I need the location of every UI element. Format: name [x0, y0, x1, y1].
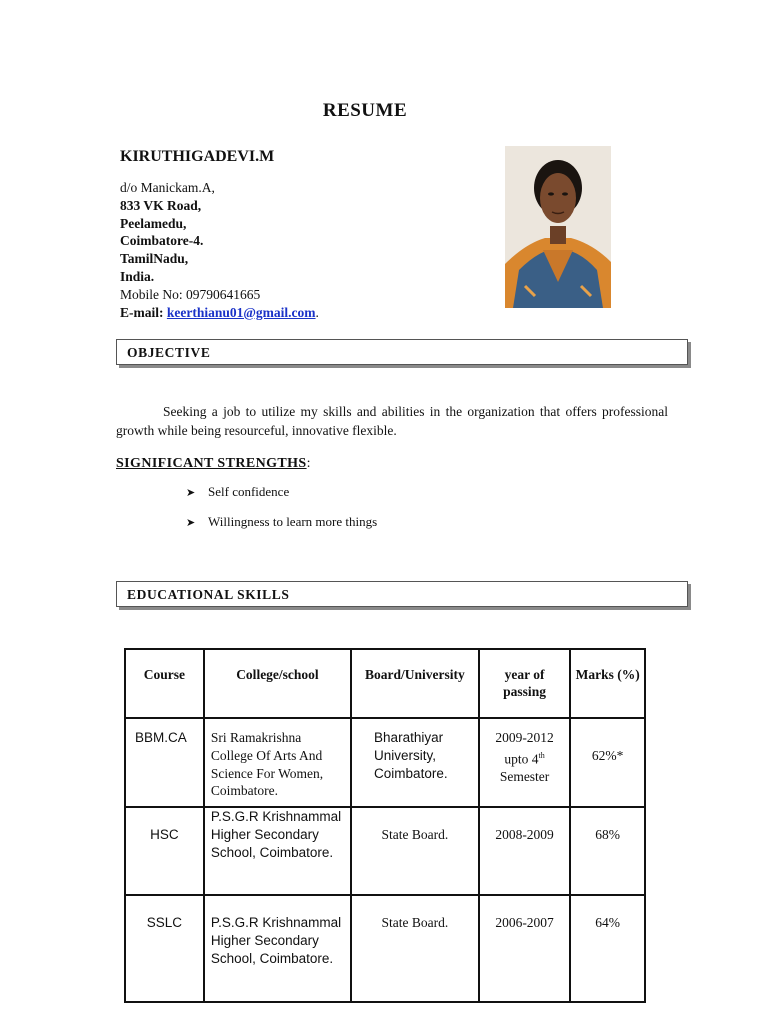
arrow-bullet-icon: ➤: [186, 487, 196, 499]
candidate-name: KIRUTHIGADEVI.M: [120, 148, 275, 165]
year-cell: 2006-2007: [479, 895, 571, 1002]
college-cell: P.S.G.R Krishnammal Higher Secondary School, Coimbatore.: [204, 895, 351, 1002]
email-line: [120, 304, 319, 322]
email-suffix: .: [315, 304, 319, 320]
objective-heading: OBJECTIVE: [127, 345, 211, 360]
table-row: [125, 895, 645, 1002]
board-cell: State Board.: [351, 807, 479, 895]
arrow-bullet-icon: ➤: [186, 517, 196, 529]
strength-item-2: Willingness to learn more things: [208, 514, 378, 529]
profile-photo: [505, 146, 611, 308]
header-college: College/school: [204, 649, 351, 718]
course-cell: SSLC: [125, 895, 204, 1002]
header-course: Course: [125, 649, 204, 718]
header-year: year of passing: [479, 649, 571, 718]
table-header-row: [125, 649, 645, 718]
college-cell: P.S.G.R Krishnammal Higher Secondary School, Coimbatore.: [204, 807, 351, 895]
strengths-heading-text: SIGNIFICANT STRENGTHS: [116, 456, 307, 471]
strength-item-1: Self confidence: [208, 484, 290, 499]
marks-cell: 68%: [570, 807, 645, 895]
contact-block: [120, 179, 319, 321]
strengths-heading-colon: :: [306, 456, 311, 471]
email-label: E-mail:: [120, 304, 164, 320]
objective-section-header: [116, 339, 688, 365]
education-table: [124, 648, 646, 1003]
email-link[interactable]: keerthianu01@gmail.com: [166, 304, 316, 320]
table-row: [125, 718, 645, 807]
list-item: [186, 514, 377, 530]
board-cell: Bharathiyar University, Coimbatore.: [351, 718, 479, 807]
education-heading: EDUCATIONAL SKILLS: [127, 587, 290, 602]
course-cell: BBM.CA: [125, 718, 204, 807]
year-superscript: th: [538, 750, 545, 760]
header-marks: Marks (%): [570, 649, 645, 718]
year-value: 2009-2012 upto 4: [495, 730, 554, 767]
address-line-1: 833 VK Road,: [120, 197, 202, 213]
year-cell: 2008-2009: [479, 807, 571, 895]
objective-text: Seeking a job to utilize my skills and abilities in the organization that offers professional growth while being resourceful, innovative flexible.: [116, 404, 668, 438]
table-row: [125, 807, 645, 895]
mobile-line: Mobile No: 09790641665: [120, 286, 261, 302]
marks-cell: 64%: [570, 895, 645, 1002]
address-line-2: Peelamedu,: [120, 215, 187, 231]
portrait-image: [505, 146, 611, 308]
address-line-4: TamilNadu,: [120, 251, 189, 267]
year-cell: [479, 718, 571, 807]
list-item: [186, 484, 289, 500]
course-cell: HSC: [125, 807, 204, 895]
address-line-3: Coimbatore-4.: [120, 233, 204, 249]
year-tail: Semester: [499, 769, 550, 785]
board-cell: State Board.: [351, 895, 479, 1002]
college-cell: Sri Ramakrishna College Of Arts And Science For Women, Coimbatore.: [204, 718, 351, 807]
marks-cell: 62%*: [570, 718, 645, 807]
resume-title: RESUME: [322, 100, 408, 121]
header-board: Board/University: [351, 649, 479, 718]
education-section-header: [116, 581, 688, 607]
address-line-5: India.: [120, 268, 155, 284]
strengths-heading: [116, 456, 311, 472]
parent-line: d/o Manickam.A,: [120, 180, 215, 195]
